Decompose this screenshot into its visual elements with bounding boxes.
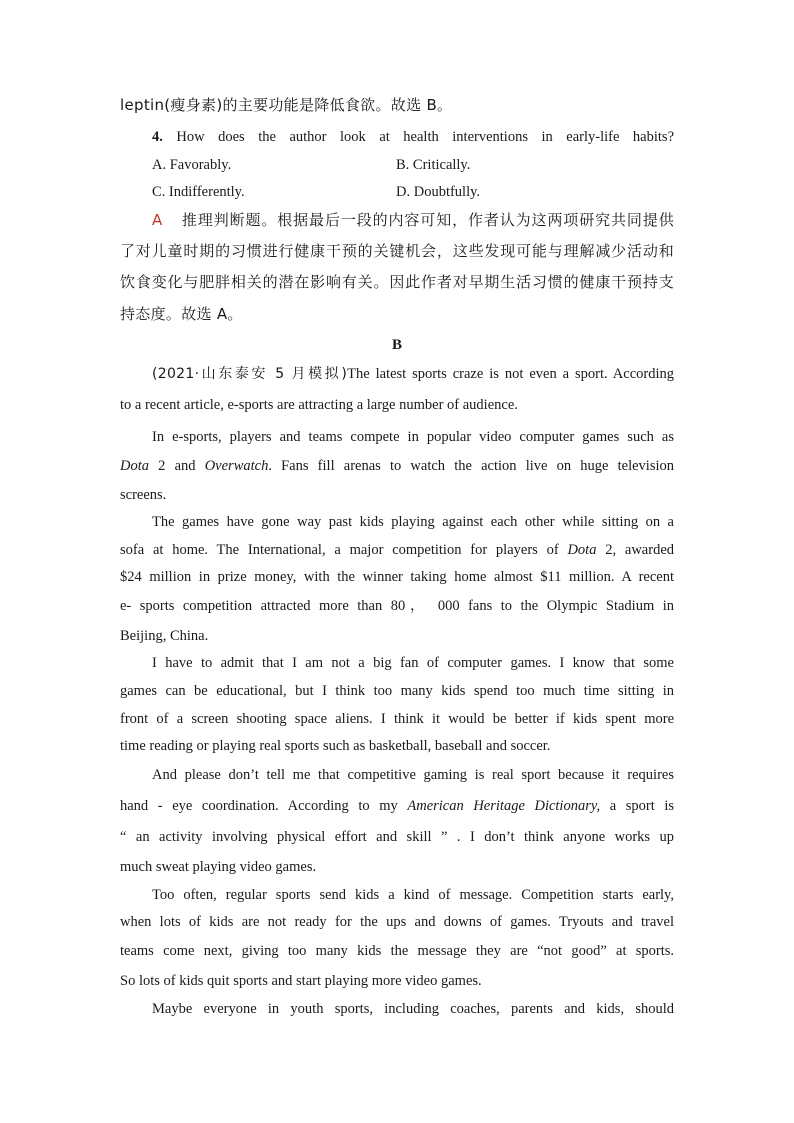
passage-p1-line-1 xyxy=(152,364,674,384)
game-title-overwatch: Overwatch xyxy=(204,458,269,474)
explanation-line-2: 了对儿童时期的习惯进行健康干预的关键机会，这些发现可能与理解减少活动和 xyxy=(120,242,674,260)
p3-line-2-a: sofa at home. The International, a major competition for players of xyxy=(120,542,568,558)
passage-p4-line-3: front of a screen shooting space aliens. I think it would be better if kids spent more xyxy=(120,711,674,727)
option-b: B. Critically. xyxy=(396,157,471,173)
passage-p7-line-1: Maybe everyone in youth sports, including coaches, parents and kids, should xyxy=(152,1001,674,1017)
passage-p6-line-4: So lots of kids quit sports and start playing more video games. xyxy=(120,973,482,989)
passage-p1-line-2: to a recent article, e-sports are attracting a large number of audience. xyxy=(120,397,518,413)
explanation-line-4: 持态度。故选 A。 xyxy=(120,305,243,323)
explanation-line-3: 饮食变化与肥胖相关的潜在影响有关。因此作者对早期生活习惯的健康干预持支 xyxy=(120,273,674,291)
passage-p3-line-5: Beijing, China. xyxy=(120,628,209,644)
question-number: 4. xyxy=(152,129,163,145)
explanation-text-1: 推理判断题。根据最后一段的内容可知，作者认为这两项研究共同提供 xyxy=(181,211,674,229)
passage-p4-line-4: time reading or playing real sports such as basketball, baseball and soccer. xyxy=(120,738,551,754)
p5-line-2-b: a sport is xyxy=(600,798,674,814)
passage-p5-line-4: much sweat playing video games. xyxy=(120,859,317,875)
passage-p6-line-2: when lots of kids are not ready for the ups and downs of games. Tryouts and travel xyxy=(120,914,674,930)
section-label: B xyxy=(391,337,402,353)
option-c: C. Indifferently. xyxy=(152,184,245,200)
question-4-stem xyxy=(152,127,674,147)
game-title-dota-2: Dota xyxy=(567,542,597,558)
p5-line-2-a: hand - eye coordination. According to my xyxy=(120,798,408,814)
explanation-line-1 xyxy=(152,210,674,230)
p1-line-1-text: The latest sports craze is not even a sport. According xyxy=(347,366,674,382)
passage-p6-line-1: Too often, regular sports send kids a kind of message. Competition starts early, xyxy=(152,887,674,903)
passage-p2-line-2 xyxy=(120,456,674,476)
game-title-dota: Dota xyxy=(120,458,149,474)
passage-p3-line-3: $24 million in prize money, with the winner taking home almost $11 million. A recent xyxy=(120,569,674,585)
passage-p2-line-1: In e-sports, players and teams compete in popular video computer games such as xyxy=(152,429,674,445)
passage-p5-line-1: And please don’t tell me that competitive gaming is real sport because it requires xyxy=(152,767,674,783)
answer-letter: A xyxy=(152,211,163,229)
passage-p4-line-2: games can be educational, but I think too many kids spend too much time sitting in xyxy=(120,683,674,699)
question-stem-text: How does the author look at health interventions in early-life habits? xyxy=(176,129,674,145)
previous-answer-tail: leptin(瘦身素)的主要功能是降低食欲。故选 B。 xyxy=(120,96,453,114)
passage-p4-line-1: I have to admit that I am not a big fan of computer games. I know that some xyxy=(152,655,674,671)
passage-p3-line-2 xyxy=(120,540,674,560)
p2-line-2-mid: 2 and xyxy=(149,458,205,474)
passage-p5-line-2 xyxy=(120,796,674,816)
option-a: A. Favorably. xyxy=(152,157,232,173)
passage-p3-line-4: e- sports competition attracted more than 80， 000 fans to the Olympic Stadium in xyxy=(120,598,674,614)
passage-p2-line-3: screens. xyxy=(120,487,167,503)
passage-p5-line-3: “ an activity involving physical effort and skill ” . I don’t think anyone works up xyxy=(120,829,674,845)
dictionary-title: American Heritage Dictionary, xyxy=(407,798,601,814)
passage-p3-line-1: The games have gone way past kids playing against each other while sitting on a xyxy=(152,514,674,530)
option-d: D. Doubtfully. xyxy=(396,184,481,200)
p3-line-2-b: 2, awarded xyxy=(596,542,674,558)
p2-line-2-end: . Fans fill arenas to watch the action live on huge television xyxy=(268,458,674,474)
passage-source: (2021·山东泰安 5 月模拟) xyxy=(152,366,348,382)
passage-p6-line-3: teams come next, giving too many kids the message they are “not good” at sports. xyxy=(120,943,674,959)
